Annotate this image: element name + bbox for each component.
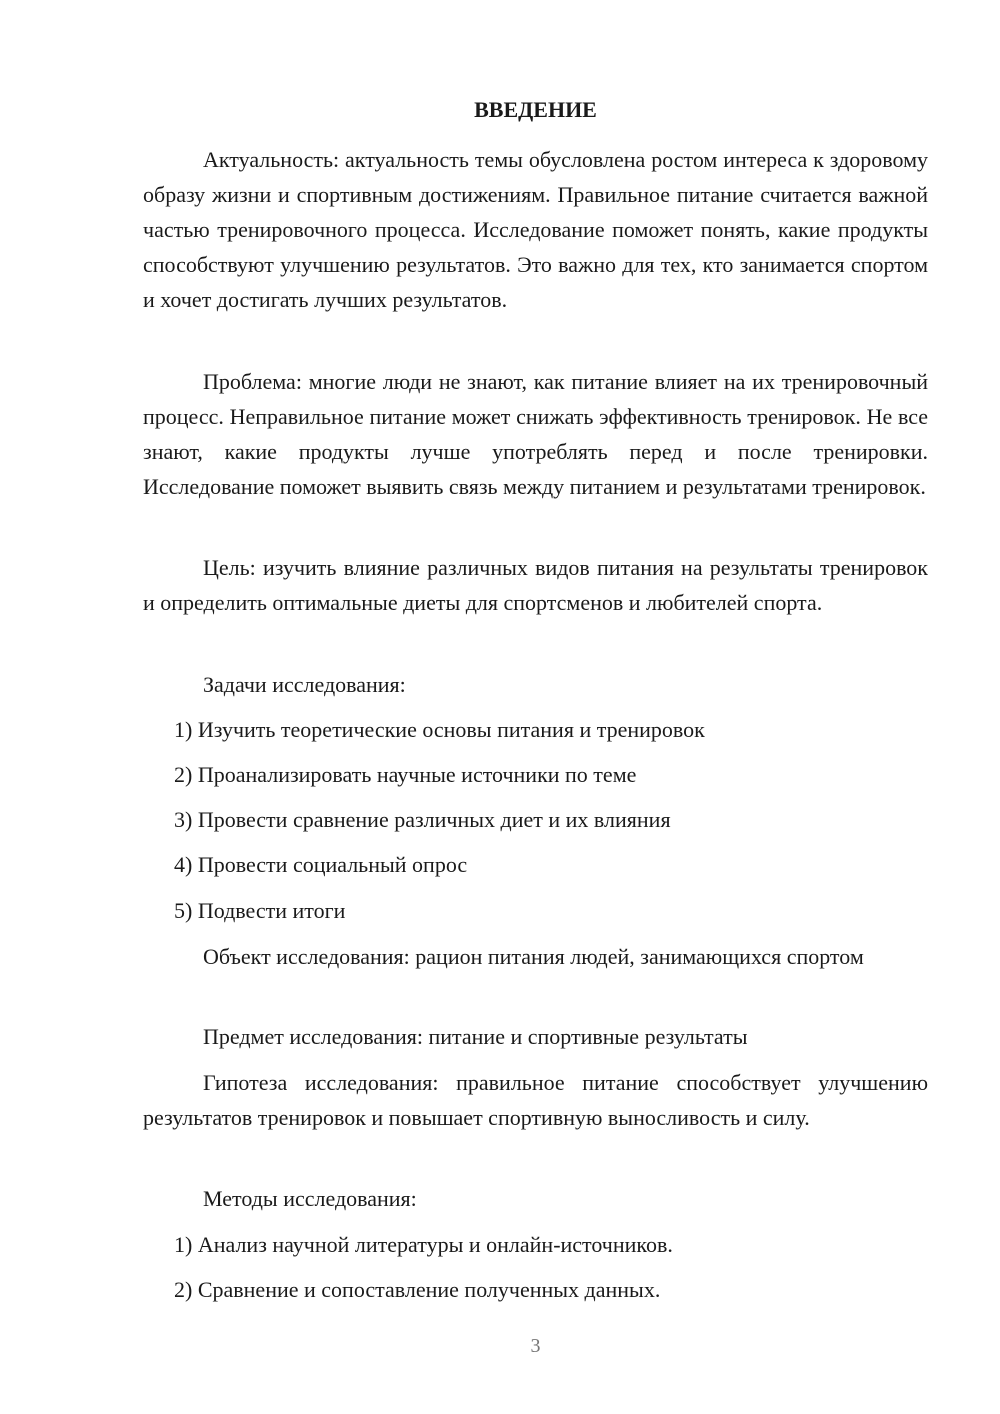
relevance-paragraph: Актуальность: актуальность темы обусловлена ростом интереса к здоровому образу жизни и спортивным достижениям. Правильное питание считается важной частью тренировочного процесса. Исследование поможет понять, какие продукты способствуют улучшению результатов. Это важно для тех, кто занимается спортом и хочет достигать лучших результатов. [143, 147, 928, 312]
hypothesis-paragraph: Гипотеза исследования: правильное питание способствует улучшению результатов тренировок и повышает спортивную выносливость и силу. [143, 1070, 928, 1130]
page-number: 3 [530, 1335, 541, 1357]
object-paragraph: Объект исследования: рацион питания людей, занимающихся спортом [203, 944, 864, 969]
methods-title: Методы исследования: [203, 1186, 417, 1211]
document-page [143, 0, 928, 1414]
method-item: 2) Сравнение и сопоставление полученных данных. [174, 1277, 661, 1302]
problem-paragraph: Проблема: многие люди не знают, как питание влияет на их тренировочный процесс. Неправильное питание может снижать эффективность тренировок. Не все знают, какие продукты лучше употреблять перед и после тренировки. Исследование поможет выявить связь между питанием и результатами тренировок. [143, 369, 928, 499]
task-item: 3) Провести сравнение различных диет и их влияния [174, 807, 671, 832]
task-item: 2) Проанализировать научные источники по теме [174, 762, 637, 787]
page-title: ВВЕДЕНИЕ [474, 97, 597, 122]
task-item: 4) Провести социальный опрос [174, 852, 468, 877]
task-item: 5) Подвести итоги [174, 898, 346, 923]
tasks-title: Задачи исследования: [203, 672, 406, 697]
method-item: 1) Анализ научной литературы и онлайн-источников. [174, 1232, 673, 1257]
goal-paragraph: Цель: изучить влияние различных видов питания на результаты тренировок и определить оптимальные диеты для спортсменов и любителей спорта. [143, 555, 928, 615]
task-item: 1) Изучить теоретические основы питания и тренировок [174, 717, 705, 742]
subject-paragraph: Предмет исследования: питание и спортивные результаты [203, 1024, 748, 1049]
